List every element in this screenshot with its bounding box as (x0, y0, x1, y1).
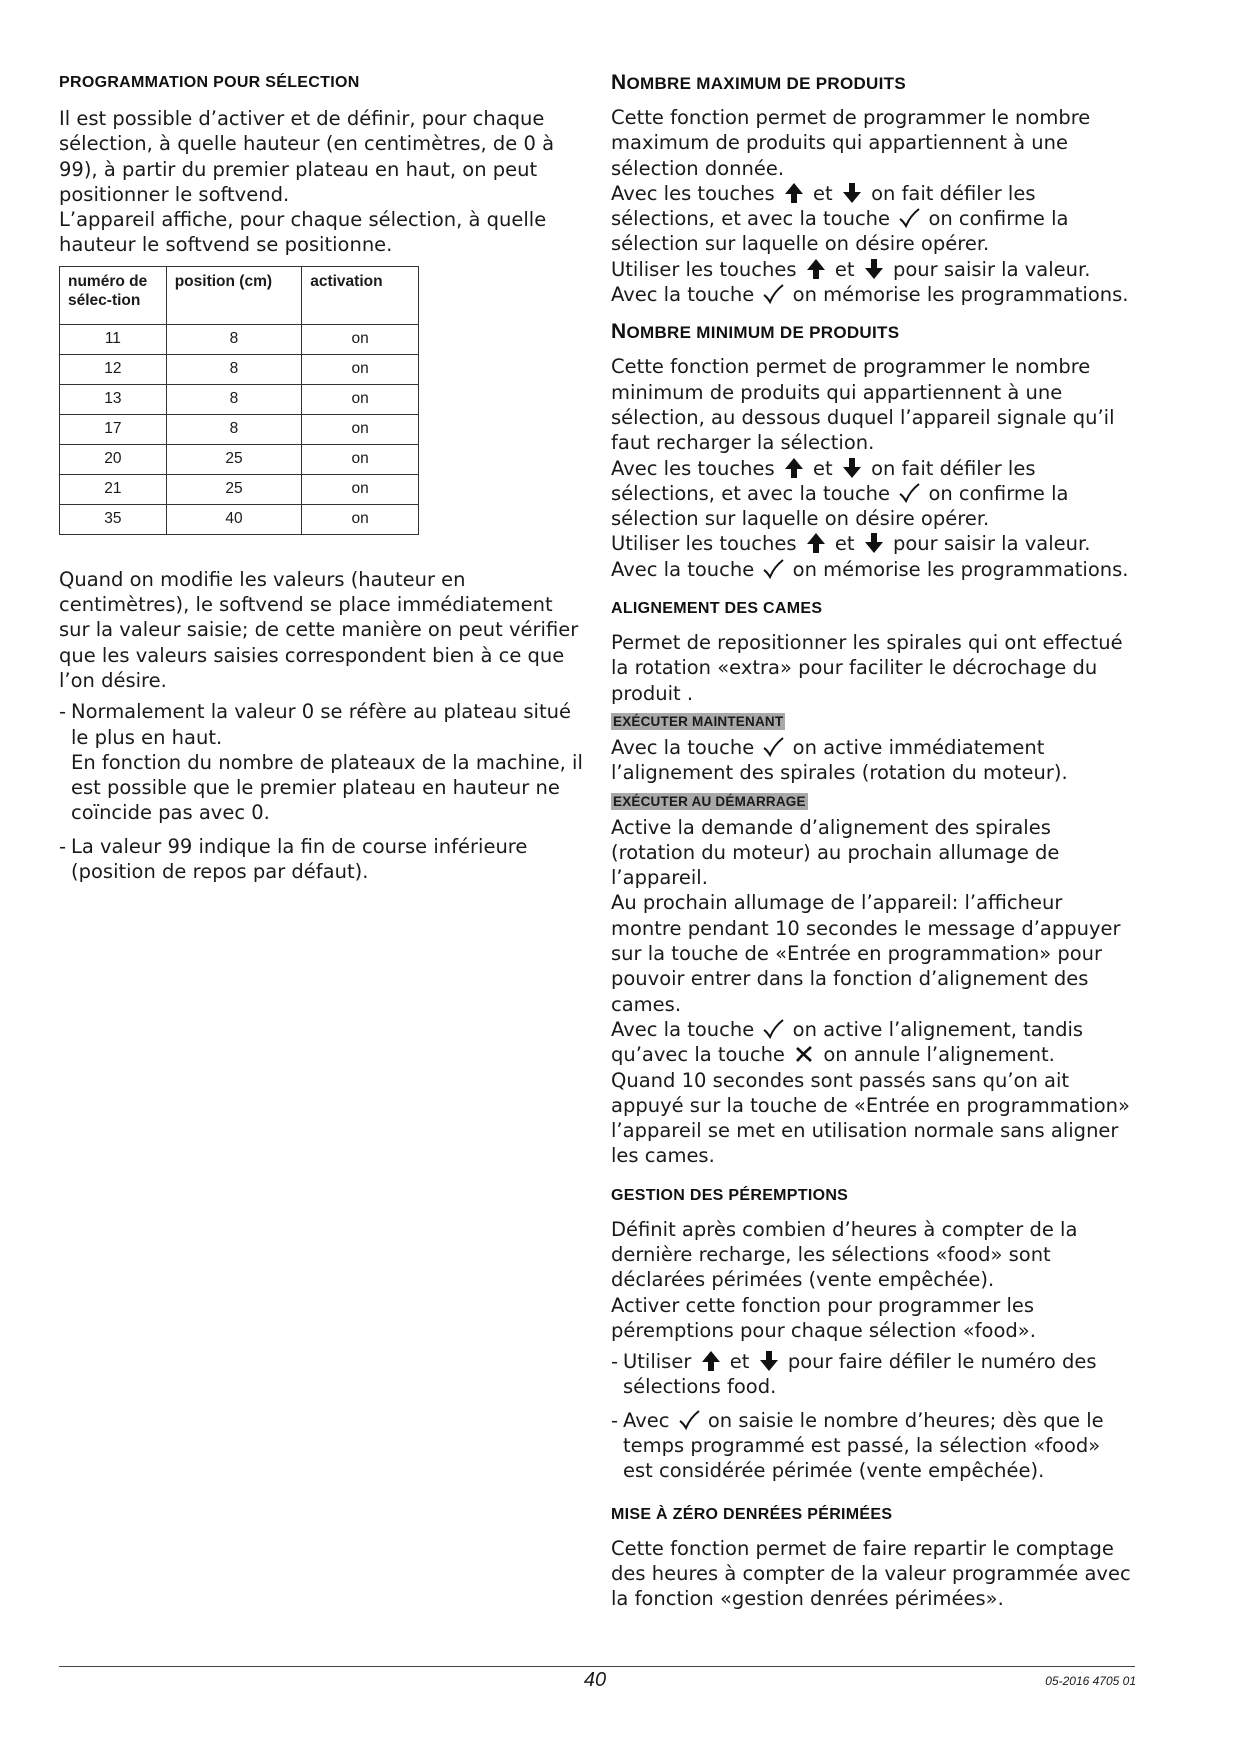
table-row (60, 474, 419, 504)
table-cell: on (302, 384, 419, 414)
list-item: - Normalement la valeur 0 se réfère au plateau situé le plus en haut. En fonction du nombre de plateaux de la machine, il est possible que le premier plateau en hauteur ne coïncide pas avec 0. (59, 700, 583, 825)
section-title-programmation: PROGRAMMATION POUR SÉLECTION (59, 74, 360, 91)
paragraph: L’appareil affiche, pour chaque sélection, à quelle hauteur le softvend se positionne. (59, 208, 547, 257)
check-icon (762, 736, 784, 758)
check-icon (762, 1018, 784, 1040)
table-cell: on (302, 324, 419, 354)
section-title-nombre-minimum: NOMBRE MINIMUM DE PRODUITS (611, 320, 900, 344)
check-icon (762, 283, 784, 305)
subheading-executer-maintenant: EXÉCUTER MAINTENANT (613, 713, 784, 729)
paragraph: Quand 10 secondes sont passés sans qu’on ait appuyé sur la touche de «Entrée en programmation» l’appareil se met en utilisation normale sans aligner les cames. (611, 1068, 1130, 1168)
table-cell: 8 (166, 354, 302, 384)
table-cell: on (302, 504, 419, 534)
table-cell: on (302, 444, 419, 474)
paragraph: Activer cette fonction pour programmer les péremptions pour chaque sélection «food». (611, 1293, 1036, 1342)
document-code: 05-2016 4705 01 (1045, 1674, 1136, 1688)
paragraph: Cette fonction permet de programmer le nombre maximum de produits qui appartiennent à une sélection donnée. (611, 106, 1091, 180)
table-row (60, 384, 419, 414)
table-row (60, 414, 419, 444)
table-cell: 11 (60, 324, 167, 354)
arrow-down-icon (758, 1350, 780, 1372)
list-item: - Avec on saisie le nombre d’heures; dès que le temps programmé est passé, la sélection «food» est considérée périmée (vente empêchée). (611, 1408, 1104, 1483)
paragraph: Avec la touche on mémorise les programmations. (611, 557, 1129, 581)
table-header: position (cm) (166, 266, 302, 324)
paragraph: Cette fonction permet de programmer le nombre minimum de produits qui appartiennent à une sélection, au dessous duquel l’appareil signale qu’il faut recharger la sélection. (611, 355, 1115, 455)
table-cell: 25 (166, 474, 302, 504)
section-title-nombre-maximum: NOMBRE MAXIMUM DE PRODUITS (611, 71, 906, 94)
table-cell: 21 (60, 474, 167, 504)
table-cell: on (302, 474, 419, 504)
table-cell: 13 (60, 384, 167, 414)
right-column (611, 70, 1136, 1612)
paragraph: Permet de repositionner les spirales qui ont effectué la rotation «extra» pour faciliter le décrochage du produit . (611, 631, 1123, 705)
table-header-row (60, 266, 419, 324)
table-header: activation (302, 266, 419, 324)
table-cell: 40 (166, 504, 302, 534)
selection-table (59, 266, 419, 535)
paragraph: Utiliser les touches et pour saisir la valeur. (611, 257, 1091, 281)
paragraph: Active la demande d’alignement des spirales (rotation du moteur) au prochain allumage de l’appareil. (611, 815, 1060, 890)
arrow-up-icon (805, 532, 827, 554)
section-title-mise-a-zero: MISE À ZÉRO DENRÉES PÉRIMÉES (611, 1505, 893, 1523)
section-title-alignement: ALIGNEMENT DES CAMES (611, 600, 823, 618)
left-column (59, 70, 584, 884)
table-row (60, 504, 419, 534)
arrow-down-icon (863, 532, 885, 554)
subheading-executer-au-demarrage: EXÉCUTER AU DÉMARRAGE (613, 793, 806, 809)
table-cell: 8 (166, 324, 302, 354)
check-icon (678, 1409, 700, 1431)
footer-divider (59, 1666, 1135, 1667)
arrow-up-icon (783, 457, 805, 479)
arrow-down-icon (841, 457, 863, 479)
table-row (60, 444, 419, 474)
list-item-text: Normalement la valeur 0 se réfère au plateau situé le plus en haut. (71, 700, 571, 749)
arrow-down-icon (863, 258, 885, 280)
list-item: - Utiliser et pour faire défiler le numéro des sélections food. (611, 1350, 1097, 1399)
table-cell: on (302, 354, 419, 384)
table-cell: 20 (60, 444, 167, 474)
table-cell: 8 (166, 384, 302, 414)
check-icon (762, 558, 784, 580)
list-item-text: En fonction du nombre de plateaux de la machine, il est possible que le premier plateau en hauteur ne coïncide pas avec 0. (71, 750, 583, 825)
paragraph: Définit après combien d’heures à compter de la dernière recharge, les sélections «food» sont déclarées périmées (vente empêchée). (611, 1217, 1078, 1292)
paragraph: Avec les touches et on fait défiler les sélections, et avec la touche on confirme la sélection sur laquelle on désire opérer. (611, 181, 1069, 256)
list-item: - La valeur 99 indique la fin de course inférieure (position de repos par défaut). (59, 834, 584, 885)
list-item-text: La valeur 99 indique la fin de course inférieure (position de repos par défaut). (71, 834, 528, 884)
table-cell: 12 (60, 354, 167, 384)
arrow-up-icon (700, 1350, 722, 1372)
paragraph: Avec la touche on mémorise les programmations. (611, 283, 1129, 307)
table-row (60, 354, 419, 384)
paragraph: Avec la touche on active l’alignement, tandis qu’avec la touche on annule l’alignement. (611, 1017, 1084, 1067)
page-number: 40 (583, 1669, 607, 1691)
table-header: numéro de sélec-tion (60, 266, 167, 324)
paragraph: Quand on modifie les valeurs (hauteur en centimètres), le softvend se place immédiatement sur la valeur saisie; de cette manière on peut vérifier que les valeurs saisies correspondent bien à ce que l’on désire. (59, 567, 579, 692)
cancel-x-icon (793, 1043, 815, 1065)
table-cell: 25 (166, 444, 302, 474)
arrow-up-icon (783, 182, 805, 204)
table-cell: 35 (60, 504, 167, 534)
arrow-down-icon (841, 182, 863, 204)
table-cell: on (302, 414, 419, 444)
paragraph: Avec la touche on active immédiatement l’alignement des spirales (rotation du moteur). (611, 735, 1068, 785)
paragraph: Il est possible d’activer et de définir, pour chaque sélection, à quelle hauteur (en centimètres, de 0 à 99), à partir du premier plateau en haut, on peut positionner le softvend. (59, 107, 555, 206)
table-row (60, 324, 419, 354)
paragraph: Au prochain allumage de l’appareil: l’afficheur montre pendant 10 secondes le message d’appuyer sur la touche de «Entrée en programmation» pour pouvoir entrer dans la fonction d’alignement des cames. (611, 891, 1121, 1016)
check-icon (898, 482, 920, 504)
paragraph: Utiliser les touches et pour saisir la valeur. (611, 532, 1091, 556)
table-cell: 8 (166, 414, 302, 444)
check-icon (898, 207, 920, 229)
section-title-peremptions: GESTION DES PÉREMPTIONS (611, 1186, 849, 1204)
paragraph: Cette fonction permet de faire repartir le comptage des heures à compter de la valeur programmée avec la fonction «gestion denrées périmées». (611, 1536, 1131, 1611)
arrow-up-icon (805, 258, 827, 280)
table-cell: 17 (60, 414, 167, 444)
paragraph: Avec les touches et on fait défiler les sélections, et avec la touche on confirme la sélection sur laquelle on désire opérer. (611, 456, 1069, 531)
